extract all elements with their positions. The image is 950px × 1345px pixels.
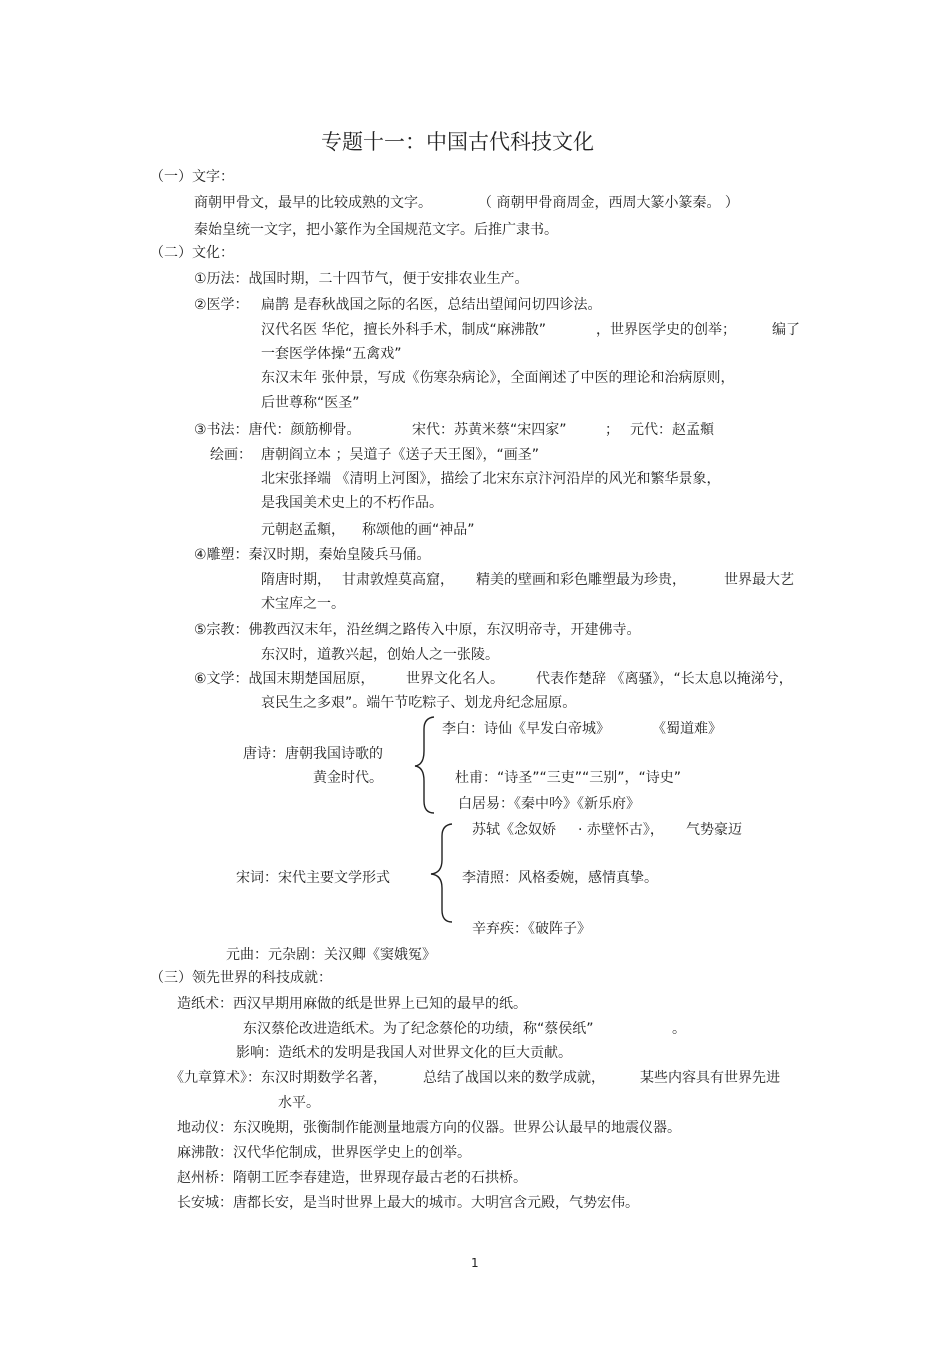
- tang-poetry-label: 唐诗：唐朝我国诗歌的: [243, 746, 383, 762]
- tang-poetry-label: 黄金时代。: [313, 770, 383, 786]
- text-line: 。: [672, 1021, 686, 1037]
- text-line: 北宋张择端 《清明上河图》，描绘了北宋东京汴河沿岸的风光和繁华景象，: [261, 471, 721, 487]
- text-line: 扁鹊 是春秋战国之际的名医，总结出望闻问切四诊法。: [261, 297, 602, 313]
- text-line: 水平。: [278, 1095, 320, 1111]
- painting-label: 绘画：: [210, 447, 252, 463]
- text-note: （ 商朝甲骨商周金，西周大篆小篆秦。 ）: [478, 195, 739, 211]
- brace-icon: [428, 822, 456, 924]
- brace-icon: [412, 715, 438, 815]
- text-line: 白居易：《秦中吟》《新乐府》: [458, 796, 640, 812]
- text-line: 世界文化名人。: [406, 671, 504, 687]
- text-line: 东汉蔡伦改进造纸术。为了纪念蔡伦的功绩，称“蔡侯纸”: [243, 1021, 594, 1037]
- text-line: 李白：诗仙《早发白帝城》: [442, 721, 610, 737]
- song-ci-label: 宋词：宋代主要文学形式: [236, 870, 390, 886]
- text-line: 长安城：唐都长安，是当时世界上最大的城市。大明宫含元殿，气势宏伟。: [177, 1195, 639, 1211]
- text-line: 苏轼《念奴娇: [472, 822, 556, 838]
- text-line: 一套医学体操“五禽戏”: [261, 346, 402, 362]
- text-line: 代表作楚辞 《离骚》，“长太息以掩涕兮，: [536, 671, 793, 687]
- text-line: 精美的壁画和彩色雕塑最为珍贵，: [476, 572, 686, 588]
- text-line: · 赤壁怀古》，: [578, 822, 664, 838]
- text-line: 《九章算术》：东汉时期数学名著，: [170, 1070, 387, 1086]
- text-line: 《蜀道难》: [652, 721, 722, 737]
- text-line: 总结了战国以来的数学成就，: [423, 1070, 605, 1086]
- text-line: 哀民生之多艰”。端午节吃粽子、划龙舟纪念屈原。: [261, 695, 577, 711]
- section-2-heading: （二）文化：: [150, 245, 234, 261]
- text-line: 地动仪：东汉晚期，张衡制作能测量地震方向的仪器。世界公认最早的地震仪器。: [177, 1120, 681, 1136]
- page-title: 专题十一：中国古代科技文化: [321, 130, 594, 154]
- text-line: 编了: [772, 322, 800, 338]
- text-line: ③书法：唐代：颜筋柳骨。: [194, 422, 361, 438]
- text-line: ①历法：战国时期，二十四节气，便于安排农业生产。: [194, 271, 529, 287]
- text-line: 元曲：元杂剧：关汉卿《窦娥冤》: [226, 947, 436, 963]
- section-1-heading: （一）文字：: [150, 169, 234, 185]
- text-line: 甘肃敦煌莫高窟，: [342, 572, 454, 588]
- text-line: 影响：造纸术的发明是我国人对世界文化的巨大贡献。: [236, 1045, 572, 1061]
- section-3-heading: （三）领先世界的科技成就：: [150, 970, 332, 986]
- text-line: 秦始皇统一文字，把小篆作为全国规范文字。后推广隶书。: [194, 222, 558, 238]
- text-line: 汉代名医 华佗，擅长外科手术，制成“麻沸散”: [261, 322, 546, 338]
- page-number: 1: [471, 1256, 479, 1270]
- text-line: 是我国美术史上的不朽作品。: [261, 495, 443, 511]
- text-line: 术宝库之一。: [261, 596, 345, 612]
- text-line: 东汉时，道教兴起，创始人之一张陵。: [261, 647, 499, 663]
- text-line: 唐朝阎立本 ；吴道子《送子天王图》，“画圣”: [261, 447, 539, 463]
- text-line: 麻沸散：汉代华佗制成，世界医学史上的创举。: [177, 1145, 471, 1161]
- text-line: ⑥文学：战国末期楚国屈原，: [194, 671, 375, 687]
- text-line: 元朝赵孟頫，: [261, 522, 345, 538]
- text-line: ④雕塑：秦汉时期，秦始皇陵兵马俑。: [194, 547, 431, 563]
- text-line: 东汉末年 张仲景，写成《伤寒杂病论》，全面阐述了中医的理论和治病原则，: [261, 370, 735, 386]
- text-line: 称颂他的画“神品”: [362, 522, 475, 538]
- text-line: 气势豪迈: [686, 822, 742, 838]
- text-line: 商朝甲骨文，最早的比较成熟的文字。: [194, 195, 432, 211]
- text-line: ；: [605, 422, 619, 438]
- text-line: 赵州桥：隋朝工匠李春建造，世界现存最古老的石拱桥。: [177, 1170, 527, 1186]
- text-line: 宋代：苏黄米蔡“宋四家”: [412, 422, 567, 438]
- text-line: ⑤宗教：佛教西汉末年，沿丝绸之路传入中原，东汉明帝寺，开建佛寺。: [194, 622, 641, 638]
- text-line: 元代：赵孟頫: [630, 422, 714, 438]
- text-line: 世界最大艺: [724, 572, 794, 588]
- text-line: 后世尊称“医圣”: [261, 395, 360, 411]
- text-line: 隋唐时期，: [261, 572, 331, 588]
- text-line: 某些内容具有世界先进: [640, 1070, 780, 1086]
- text-line: 李清照：风格委婉，感情真挚。: [462, 870, 658, 886]
- medicine-label: ②医学：: [194, 297, 249, 313]
- text-line: ，世界医学史的创举；: [596, 322, 736, 338]
- text-line: 杜甫：“诗圣”“三吏”“三别”，“诗史”: [455, 770, 682, 786]
- text-line: 辛弃疾：《破阵子》: [472, 921, 591, 937]
- text-line: 造纸术：西汉早期用麻做的纸是世界上已知的最早的纸。: [177, 996, 527, 1012]
